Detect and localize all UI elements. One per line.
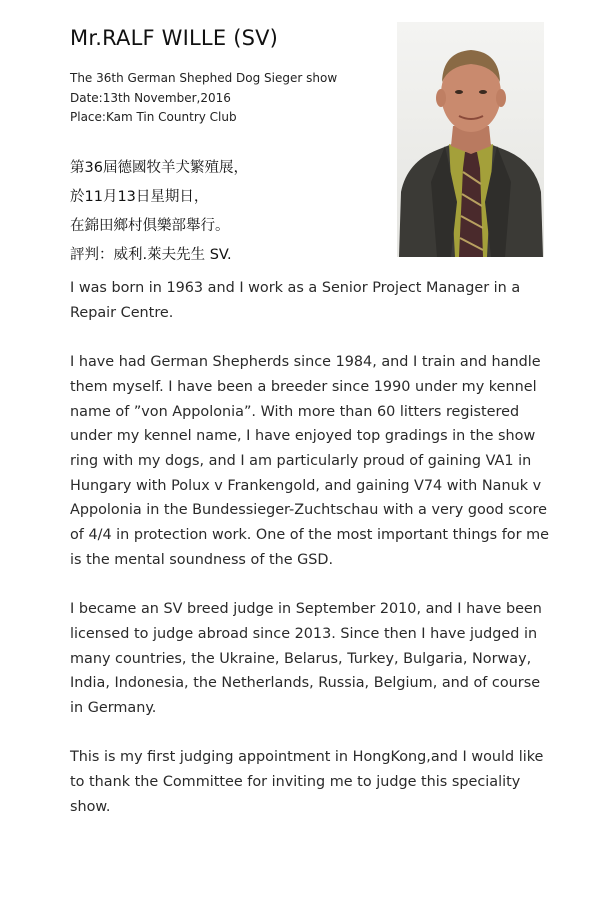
- bio-paragraph-3: I became an SV breed judge in September 2010, and I have been licensed to judge abroad since 2013. Since then I have judged in many countries, the Ukraine, Belarus, Turkey, Bulgaria, Norway, India, Indonesia, the Netherlands, Russia, Belgium, and of course in Germany.: [70, 601, 542, 716]
- title-name: RALF WILLE: [102, 26, 227, 50]
- chinese-line-1: 第36屆德國牧羊犬繁殖展，: [70, 160, 248, 176]
- event-place: Place:Kam Tin Country Club: [70, 110, 237, 124]
- judge-portrait-photo: [397, 22, 544, 257]
- chinese-line-2: 於11月13日星期日，: [70, 189, 209, 205]
- judge-name-title: [70, 26, 278, 50]
- title-suffix: (SV): [233, 26, 279, 50]
- chinese-line-4: 評判：威利.萊夫先生 SV.: [70, 247, 232, 263]
- title-prefix: Mr.: [70, 26, 103, 50]
- bio-paragraph-2: I have had German Shepherds since 1984, and I train and handle them myself. I have been a breeder since 1990 under my kennel name of ”von Appolonia”. With more than 60 litters registered under my kennel name, I have enjoyed top gradings in the show ring with my dogs, and I am particularly proud of gaining VA1 in Hungary with Polux v Frankengold, and gaining V74 with Nanuk v Appolonia in the Bundessieger-Zuchtschau with a very good score of 4/4 in protection work. One of the most important things for me is the mental soundness of the GSD.: [70, 354, 549, 568]
- event-details: [70, 69, 337, 128]
- chinese-event-details: [70, 154, 248, 270]
- event-date: Date:13th November,2016: [70, 90, 231, 105]
- bio-paragraph-1: I was born in 1963 and I work as a Senior Project Manager in a Repair Centre.: [70, 280, 521, 321]
- bio-paragraph-4: This is my first judging appointment in HongKong,and I would like to thank the Committee for inviting me to judge this speciality show.: [70, 749, 544, 815]
- biography: [70, 276, 550, 844]
- event-name: The 36th German Shephed Dog Sieger show: [70, 71, 338, 85]
- chinese-line-3: 在錦田鄉村俱樂部舉行。: [70, 218, 230, 234]
